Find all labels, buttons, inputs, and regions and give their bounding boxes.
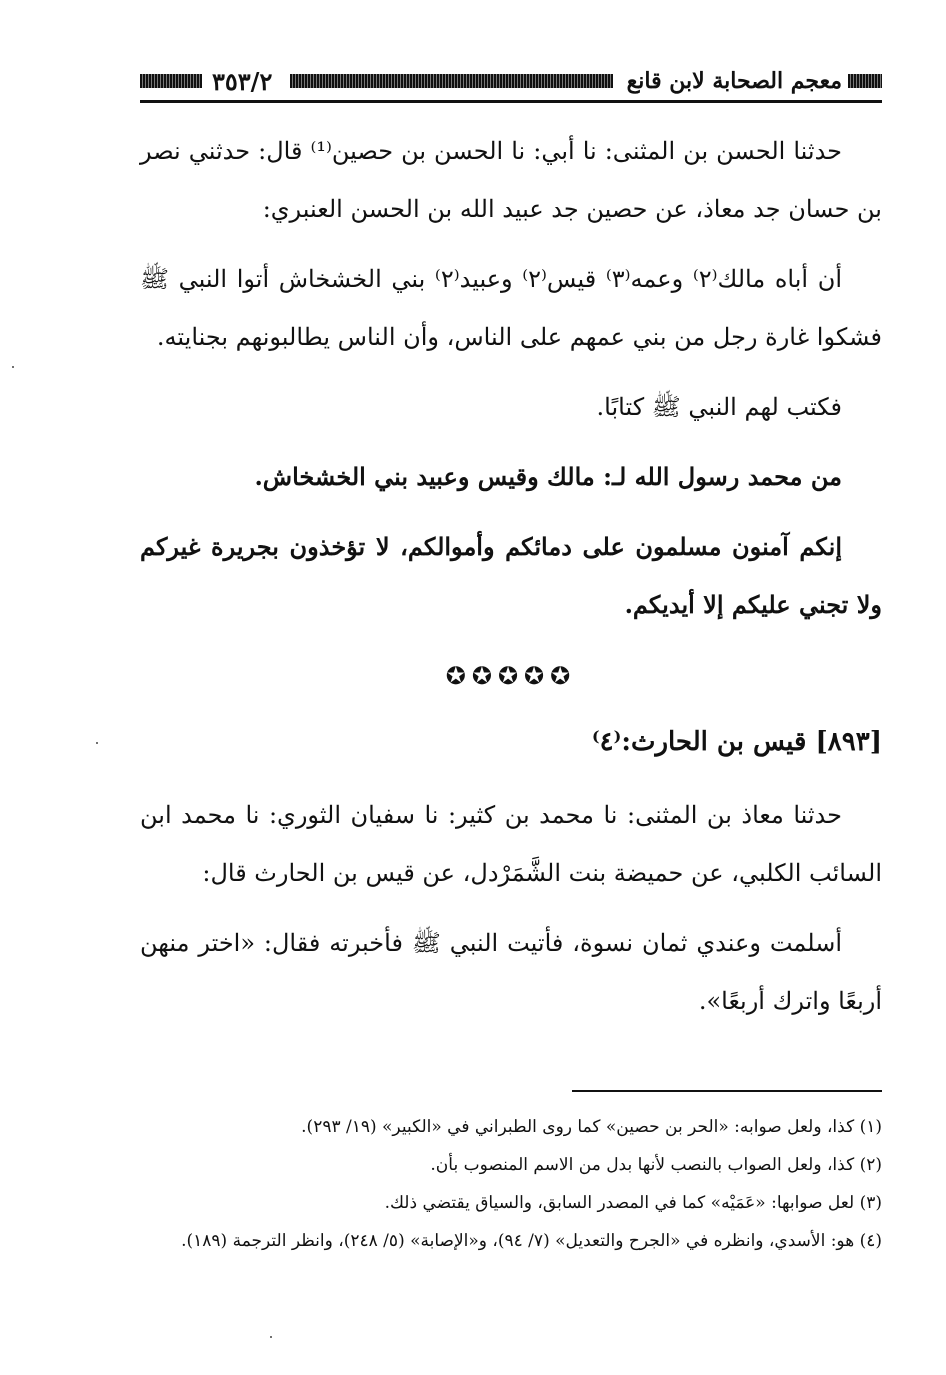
running-header (140, 64, 882, 98)
footnotes (140, 1108, 882, 1260)
header-ornament-right (848, 74, 882, 88)
header-ornament-middle (290, 74, 612, 88)
scan-speck (96, 742, 98, 744)
footnote-1: (١) كذا، ولعل صوابه: «الحر بن حصين» كما روى الطبراني في «الكبير» (١٩/ ٢٩٣). (301, 1117, 882, 1137)
main-text (140, 122, 882, 1042)
paragraph-isnad-1: حدثنا الحسن بن المثنى: نا أبي: نا الحسن بن حصين⁽¹⁾ قال: حدثني نصر بن حسان جد معاذ، عن حصين جد عبيد الله بن الحسن العنبري: (140, 137, 882, 223)
header-rule (140, 100, 882, 103)
entry-title: [٨٩٣] قيس بن الحارث:⁽٤⁾ (591, 727, 882, 757)
footnote-2: (٢) كذا، ولعل الصواب بالنصب لأنها بدل من الاسم المنصوب بأن. (430, 1155, 882, 1175)
scan-speck (12, 366, 14, 368)
paragraph-matn-2: أسلمت وعندي ثمان نسوة، فأتيت النبي ﷺ فأخبرته فقال: «اختر منهن أربعًا واترك أربعًا». (140, 929, 882, 1015)
header-ornament-left (140, 74, 202, 88)
paragraph-matn-1: أن أباه مالك⁽٢⁾ وعمه⁽٣⁾ قيس⁽٢⁾ وعبيد⁽٢⁾ بني الخشخاش أتوا النبي ﷺ فشكوا غارة رجل من بني عمهم على الناس، وأن الناس يطالبونهم بجنايته. (140, 265, 882, 351)
paragraph-isnad-2: حدثنا معاذ بن المثنى: نا محمد بن كثير: نا سفيان الثوري: نا محمد ابن السائب الكلبي، عن حميضة بنت الشَّمَرْدل، عن قيس بن الحارث قال: (140, 801, 882, 887)
footnote-rule (572, 1090, 882, 1092)
footnote-4: (٤) هو: الأسدي، وانظره في «الجرح والتعديل» (٧/ ٩٤)، و«الإصابة» (٥/ ٢٤٨)، وانظر الترجمة (١٨٩). (181, 1231, 882, 1251)
book-title: معجم الصحابة لابن قانع (626, 68, 842, 94)
page-number: ٣٥٣/٢ (212, 66, 273, 96)
paragraph-letter-intro: فكتب لهم النبي ﷺ كتابًا. (596, 393, 842, 421)
scan-speck (270, 1336, 272, 1338)
footnote-3: (٣) لعل صوابها: «عَمَيْه» كما في المصدر السابق، والسياق يقتضي ذلك. (384, 1193, 882, 1213)
paragraph-letter-body: إنكم آمنون مسلمون على دمائكم وأموالكم، لا تؤخذون بجريرة غيركم ولا تجني عليكم إلا أيديكم. (140, 532, 882, 619)
section-separator: ✪✪✪✪✪ (445, 662, 577, 690)
paragraph-letter-address: من محمد رسول الله لـ: مالك وقيس وعبيد بني الخشخاش. (254, 462, 842, 491)
